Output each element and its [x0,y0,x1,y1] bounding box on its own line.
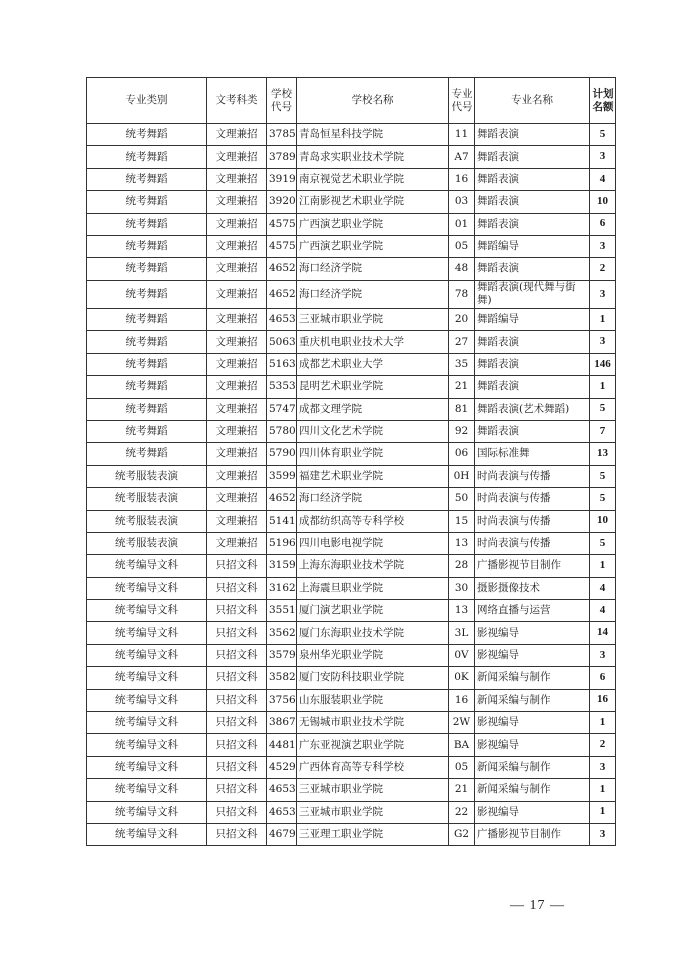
cell-major-name: 时尚表演与传播 [475,510,590,532]
cell-school-code: 3789 [267,146,297,168]
cell-category: 统考舞蹈 [87,280,207,308]
table-row [87,532,616,554]
cell-major-code: 48 [449,258,475,280]
cell-category: 统考编导文科 [87,689,207,711]
table-row [87,309,616,331]
cell-quota: 6 [590,213,616,235]
cell-major-code: 0H [449,465,475,487]
cell-school-code: 4679 [267,824,297,846]
cell-quota: 13 [590,443,616,465]
cell-school-name: 重庆机电职业技术大学 [297,331,449,353]
cell-category: 统考舞蹈 [87,146,207,168]
cell-category: 统考舞蹈 [87,353,207,375]
cell-major-code: 27 [449,331,475,353]
cell-school-code: 4575 [267,213,297,235]
cell-major-code: 35 [449,353,475,375]
cell-quota: 3 [590,146,616,168]
table-row [87,280,616,308]
cell-school-name: 四川文化艺术学院 [297,420,449,442]
cell-school-code: 3162 [267,577,297,599]
cell-category: 统考编导文科 [87,555,207,577]
cell-school-name: 三亚理工职业学院 [297,824,449,846]
cell-school-code: 5747 [267,398,297,420]
cell-major-code: 16 [449,689,475,711]
cell-school-code: 4653 [267,309,297,331]
cell-school-name: 广西演艺职业学院 [297,213,449,235]
cell-quota: 3 [590,280,616,308]
cell-major-code: G2 [449,824,475,846]
table-row [87,331,616,353]
cell-category: 统考舞蹈 [87,331,207,353]
enrollment-plan-table [86,77,616,846]
cell-major-name: 新闻采编与制作 [475,779,590,801]
cell-quota: 6 [590,667,616,689]
table-row [87,510,616,532]
cell-major-name: 舞蹈表演(现代舞与街舞) [475,280,590,308]
cell-subject: 只招文科 [207,689,267,711]
cell-quota: 2 [590,258,616,280]
cell-subject: 文理兼招 [207,331,267,353]
cell-category: 统考舞蹈 [87,124,207,146]
cell-school-name: 广西演艺职业学院 [297,235,449,257]
cell-major-name: 影视编导 [475,644,590,666]
cell-school-code: 3867 [267,712,297,734]
cell-subject: 只招文科 [207,779,267,801]
table-row [87,465,616,487]
cell-subject: 文理兼招 [207,376,267,398]
cell-quota: 4 [590,577,616,599]
table-row [87,168,616,190]
cell-school-code: 5790 [267,443,297,465]
cell-major-name: 舞蹈表演 [475,146,590,168]
cell-major-code: 0K [449,667,475,689]
table-row [87,376,616,398]
cell-category: 统考编导文科 [87,734,207,756]
cell-category: 统考编导文科 [87,622,207,644]
cell-quota: 4 [590,600,616,622]
table-row [87,667,616,689]
cell-subject: 只招文科 [207,667,267,689]
cell-major-name: 影视编导 [475,801,590,823]
cell-major-name: 舞蹈表演(艺术舞蹈) [475,398,590,420]
cell-school-code: 3919 [267,168,297,190]
cell-major-name: 影视编导 [475,734,590,756]
table-row [87,258,616,280]
cell-major-code: 21 [449,779,475,801]
cell-major-code: 22 [449,801,475,823]
cell-major-code: 13 [449,600,475,622]
cell-major-code: 16 [449,168,475,190]
cell-school-code: 3920 [267,191,297,213]
cell-major-name: 舞蹈表演 [475,353,590,375]
cell-school-name: 南京视觉艺术职业学院 [297,168,449,190]
cell-major-name: 时尚表演与传播 [475,488,590,510]
cell-major-name: 舞蹈编导 [475,309,590,331]
cell-school-code: 3159 [267,555,297,577]
header-school-code-text: 学校代号 [270,88,292,113]
cell-major-code: 06 [449,443,475,465]
cell-category: 统考编导文科 [87,667,207,689]
cell-quota: 3 [590,644,616,666]
cell-school-code: 3551 [267,600,297,622]
cell-school-code: 3579 [267,644,297,666]
cell-major-name: 舞蹈表演 [475,376,590,398]
cell-school-code: 3756 [267,689,297,711]
table-row [87,734,616,756]
header-quota-text: 计划名额 [592,88,614,113]
cell-school-code: 5196 [267,532,297,554]
cell-category: 统考舞蹈 [87,420,207,442]
cell-school-name: 三亚城市职业学院 [297,309,449,331]
cell-school-code: 4529 [267,756,297,778]
cell-major-name: 影视编导 [475,712,590,734]
table-row [87,689,616,711]
cell-subject: 文理兼招 [207,168,267,190]
cell-school-name: 上海震旦职业学院 [297,577,449,599]
table-row [87,622,616,644]
header-major-code [449,78,475,124]
table-row [87,213,616,235]
cell-category: 统考舞蹈 [87,191,207,213]
table-row [87,824,616,846]
cell-school-code: 3785 [267,124,297,146]
cell-subject: 只招文科 [207,801,267,823]
cell-major-name: 舞蹈表演 [475,168,590,190]
cell-quota: 5 [590,465,616,487]
cell-quota: 1 [590,376,616,398]
cell-school-code: 4653 [267,801,297,823]
cell-school-name: 青岛恒星科技学院 [297,124,449,146]
cell-subject: 只招文科 [207,577,267,599]
cell-quota: 146 [590,353,616,375]
cell-school-name: 厦门东海职业技术学院 [297,622,449,644]
cell-quota: 2 [590,734,616,756]
cell-subject: 只招文科 [207,600,267,622]
table-row [87,756,616,778]
cell-major-code: 20 [449,309,475,331]
cell-category: 统考服装表演 [87,532,207,554]
cell-subject: 只招文科 [207,555,267,577]
cell-major-code: 2W [449,712,475,734]
cell-major-code: 78 [449,280,475,308]
cell-subject: 文理兼招 [207,309,267,331]
header-school-name: 学校名称 [297,78,449,124]
cell-school-code: 3582 [267,667,297,689]
table-row [87,555,616,577]
cell-quota: 5 [590,488,616,510]
cell-school-name: 成都文理学院 [297,398,449,420]
cell-major-name: 舞蹈表演 [475,191,590,213]
cell-category: 统考舞蹈 [87,309,207,331]
cell-category: 统考服装表演 [87,465,207,487]
cell-quota: 10 [590,510,616,532]
table-row [87,420,616,442]
cell-major-code: 15 [449,510,475,532]
cell-school-name: 厦门演艺职业学院 [297,600,449,622]
cell-quota: 3 [590,756,616,778]
cell-quota: 4 [590,168,616,190]
cell-school-name: 上海东海职业技术学院 [297,555,449,577]
table-row [87,577,616,599]
cell-major-code: 3L [449,622,475,644]
cell-school-name: 三亚城市职业学院 [297,779,449,801]
cell-quota: 3 [590,824,616,846]
cell-quota: 3 [590,331,616,353]
cell-major-name: 舞蹈表演 [475,258,590,280]
cell-school-name: 山东服装职业学院 [297,689,449,711]
cell-major-code: 11 [449,124,475,146]
cell-major-name: 新闻采编与制作 [475,689,590,711]
cell-school-code: 5780 [267,420,297,442]
cell-quota: 5 [590,398,616,420]
header-quota [590,78,616,124]
cell-major-name: 广播影视节目制作 [475,555,590,577]
cell-major-code: 30 [449,577,475,599]
cell-school-code: 4652 [267,258,297,280]
cell-quota: 1 [590,779,616,801]
cell-school-code: 4652 [267,280,297,308]
cell-major-code: 0V [449,644,475,666]
cell-subject: 文理兼招 [207,280,267,308]
cell-quota: 1 [590,712,616,734]
cell-major-code: A7 [449,146,475,168]
cell-quota: 3 [590,235,616,257]
cell-school-name: 三亚城市职业学院 [297,801,449,823]
cell-category: 统考编导文科 [87,779,207,801]
table-row [87,488,616,510]
cell-major-name: 舞蹈表演 [475,420,590,442]
cell-school-name: 四川电影电视学院 [297,532,449,554]
cell-major-code: 92 [449,420,475,442]
cell-school-name: 成都纺织高等专科学校 [297,510,449,532]
table-header [87,78,616,124]
cell-subject: 文理兼招 [207,510,267,532]
cell-major-name: 时尚表演与传播 [475,532,590,554]
cell-major-name: 舞蹈表演 [475,124,590,146]
cell-major-name: 舞蹈表演 [475,331,590,353]
table-row [87,443,616,465]
table-row [87,353,616,375]
header-row [87,78,616,124]
cell-category: 统考编导文科 [87,577,207,599]
cell-subject: 文理兼招 [207,532,267,554]
table-row [87,600,616,622]
cell-school-name: 昆明艺术职业学院 [297,376,449,398]
cell-school-code: 3599 [267,465,297,487]
cell-school-name: 青岛求实职业技术学院 [297,146,449,168]
cell-major-name: 舞蹈编导 [475,235,590,257]
table-row [87,191,616,213]
cell-category: 统考编导文科 [87,712,207,734]
cell-subject: 文理兼招 [207,398,267,420]
cell-major-code: 05 [449,756,475,778]
cell-subject: 文理兼招 [207,235,267,257]
table-row [87,235,616,257]
cell-school-code: 4575 [267,235,297,257]
cell-major-name: 摄影摄像技术 [475,577,590,599]
cell-quota: 16 [590,689,616,711]
cell-major-code: 13 [449,532,475,554]
cell-quota: 14 [590,622,616,644]
cell-school-name: 广西体育高等专科学校 [297,756,449,778]
cell-major-code: 28 [449,555,475,577]
cell-major-code: 81 [449,398,475,420]
cell-school-name: 泉州华光职业学院 [297,644,449,666]
cell-major-code: 50 [449,488,475,510]
cell-category: 统考编导文科 [87,801,207,823]
cell-subject: 文理兼招 [207,146,267,168]
cell-quota: 1 [590,555,616,577]
cell-subject: 只招文科 [207,824,267,846]
cell-quota: 1 [590,309,616,331]
cell-category: 统考服装表演 [87,488,207,510]
cell-subject: 文理兼招 [207,258,267,280]
cell-major-code: 21 [449,376,475,398]
cell-category: 统考编导文科 [87,824,207,846]
cell-category: 统考舞蹈 [87,168,207,190]
cell-school-name: 四川体育职业学院 [297,443,449,465]
cell-category: 统考舞蹈 [87,443,207,465]
table-row [87,779,616,801]
table-row [87,712,616,734]
cell-school-name: 海口经济学院 [297,258,449,280]
cell-category: 统考服装表演 [87,510,207,532]
cell-major-name: 国际标准舞 [475,443,590,465]
cell-category: 统考舞蹈 [87,398,207,420]
cell-major-name: 影视编导 [475,622,590,644]
cell-quota: 10 [590,191,616,213]
table-row [87,801,616,823]
cell-school-name: 海口经济学院 [297,280,449,308]
cell-school-code: 5353 [267,376,297,398]
cell-school-code: 4652 [267,488,297,510]
cell-quota: 7 [590,420,616,442]
cell-subject: 只招文科 [207,622,267,644]
table-row [87,124,616,146]
cell-category: 统考编导文科 [87,756,207,778]
cell-school-name: 广东亚视演艺职业学院 [297,734,449,756]
table-row [87,644,616,666]
cell-major-code: 05 [449,235,475,257]
cell-major-code: BA [449,734,475,756]
cell-major-name: 广播影视节目制作 [475,824,590,846]
cell-subject: 只招文科 [207,756,267,778]
cell-school-code: 3562 [267,622,297,644]
cell-major-name: 新闻采编与制作 [475,756,590,778]
cell-subject: 文理兼招 [207,420,267,442]
cell-subject: 文理兼招 [207,191,267,213]
header-major-code-text: 专业代号 [451,88,473,113]
table-row [87,146,616,168]
cell-major-code: 03 [449,191,475,213]
cell-category: 统考编导文科 [87,600,207,622]
header-school-code [267,78,297,124]
cell-major-name: 时尚表演与传播 [475,465,590,487]
page-number: — 17 — [510,898,565,913]
header-subject: 文考科类 [207,78,267,124]
cell-category: 统考舞蹈 [87,258,207,280]
table-row [87,398,616,420]
cell-major-code: 01 [449,213,475,235]
cell-school-name: 厦门安防科技职业学院 [297,667,449,689]
cell-category: 统考舞蹈 [87,213,207,235]
cell-school-name: 无锡城市职业技术学院 [297,712,449,734]
cell-school-code: 4653 [267,779,297,801]
cell-subject: 只招文科 [207,712,267,734]
cell-subject: 文理兼招 [207,488,267,510]
cell-school-code: 5163 [267,353,297,375]
cell-school-code: 5141 [267,510,297,532]
cell-school-name: 成都艺术职业大学 [297,353,449,375]
cell-category: 统考舞蹈 [87,235,207,257]
table-body [87,124,616,846]
cell-school-name: 江南影视艺术职业学院 [297,191,449,213]
cell-major-name: 舞蹈表演 [475,213,590,235]
cell-category: 统考编导文科 [87,644,207,666]
cell-subject: 文理兼招 [207,443,267,465]
cell-school-name: 海口经济学院 [297,488,449,510]
cell-major-name: 网络直播与运营 [475,600,590,622]
cell-quota: 5 [590,532,616,554]
cell-subject: 文理兼招 [207,353,267,375]
cell-subject: 只招文科 [207,734,267,756]
cell-school-name: 福建艺术职业学院 [297,465,449,487]
cell-subject: 文理兼招 [207,213,267,235]
cell-subject: 只招文科 [207,644,267,666]
cell-subject: 文理兼招 [207,124,267,146]
cell-category: 统考舞蹈 [87,376,207,398]
cell-school-code: 5063 [267,331,297,353]
cell-quota: 1 [590,801,616,823]
cell-quota: 5 [590,124,616,146]
cell-school-code: 4481 [267,734,297,756]
cell-major-name: 新闻采编与制作 [475,667,590,689]
header-major-name: 专业名称 [475,78,590,124]
cell-subject: 文理兼招 [207,465,267,487]
header-category: 专业类别 [87,78,207,124]
